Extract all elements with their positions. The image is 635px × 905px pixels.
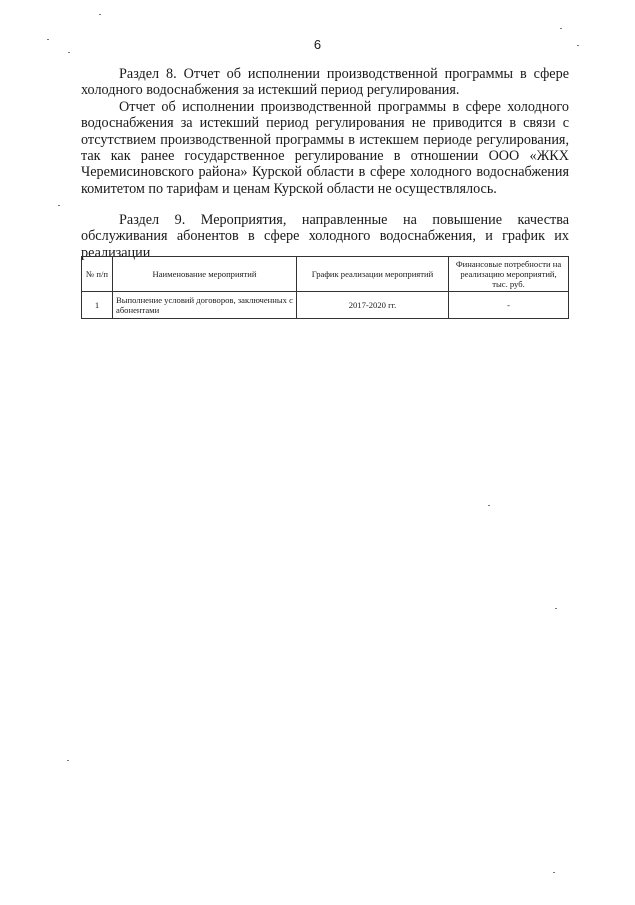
scan-speck (67, 760, 69, 761)
scan-speck (47, 39, 49, 40)
table-row (82, 292, 569, 319)
scan-speck (68, 52, 70, 53)
scan-speck (488, 505, 490, 506)
scan-speck (555, 608, 557, 609)
cell-finance: - (449, 292, 569, 319)
section-8-heading: Раздел 8. Отчет об исполнении производственной программы в сфере холодного водоснабжения за истекший период регулирования. (81, 66, 569, 99)
cell-schedule: 2017-2020 гг. (297, 292, 449, 319)
header-finance: Финансовые потребности на реализацию мероприятий, тыс. руб. (449, 257, 569, 292)
measures-table (81, 256, 569, 319)
section-8 (81, 66, 569, 197)
page-number: 6 (313, 37, 322, 52)
cell-num: 1 (82, 292, 113, 319)
header-schedule: График реализации мероприятий (297, 257, 449, 292)
scan-speck (99, 14, 101, 15)
section-8-body: Отчет об исполнении производственной программы в сфере холодного водоснабжения за истекший период регулирования не приводится в связи с отсутствием производственной программы в истекшем периоде регулирования, так как ранее государственное регулирование в отношении ООО «ЖКХ Черемисиновского района» Курской области в сфере холодного водоснабжения комитетом по тарифам и ценам Курской области не осуществлялось. (81, 98, 569, 197)
header-num: № п/п (82, 257, 113, 292)
table-header-row (82, 257, 569, 292)
scan-speck (577, 45, 579, 46)
header-name: Наименование мероприятий (113, 257, 297, 292)
cell-name: Выполнение условий договоров, заключенных с абонентами (113, 292, 297, 319)
section-9-heading: Раздел 9. Мероприятия, направленные на повышение качества обслуживания абонентов в сфере холодного водоснабжения, и график их реализации (81, 212, 569, 261)
scan-speck (560, 28, 562, 29)
section-9 (81, 212, 569, 261)
scan-speck (553, 872, 555, 873)
scan-speck (58, 205, 60, 206)
